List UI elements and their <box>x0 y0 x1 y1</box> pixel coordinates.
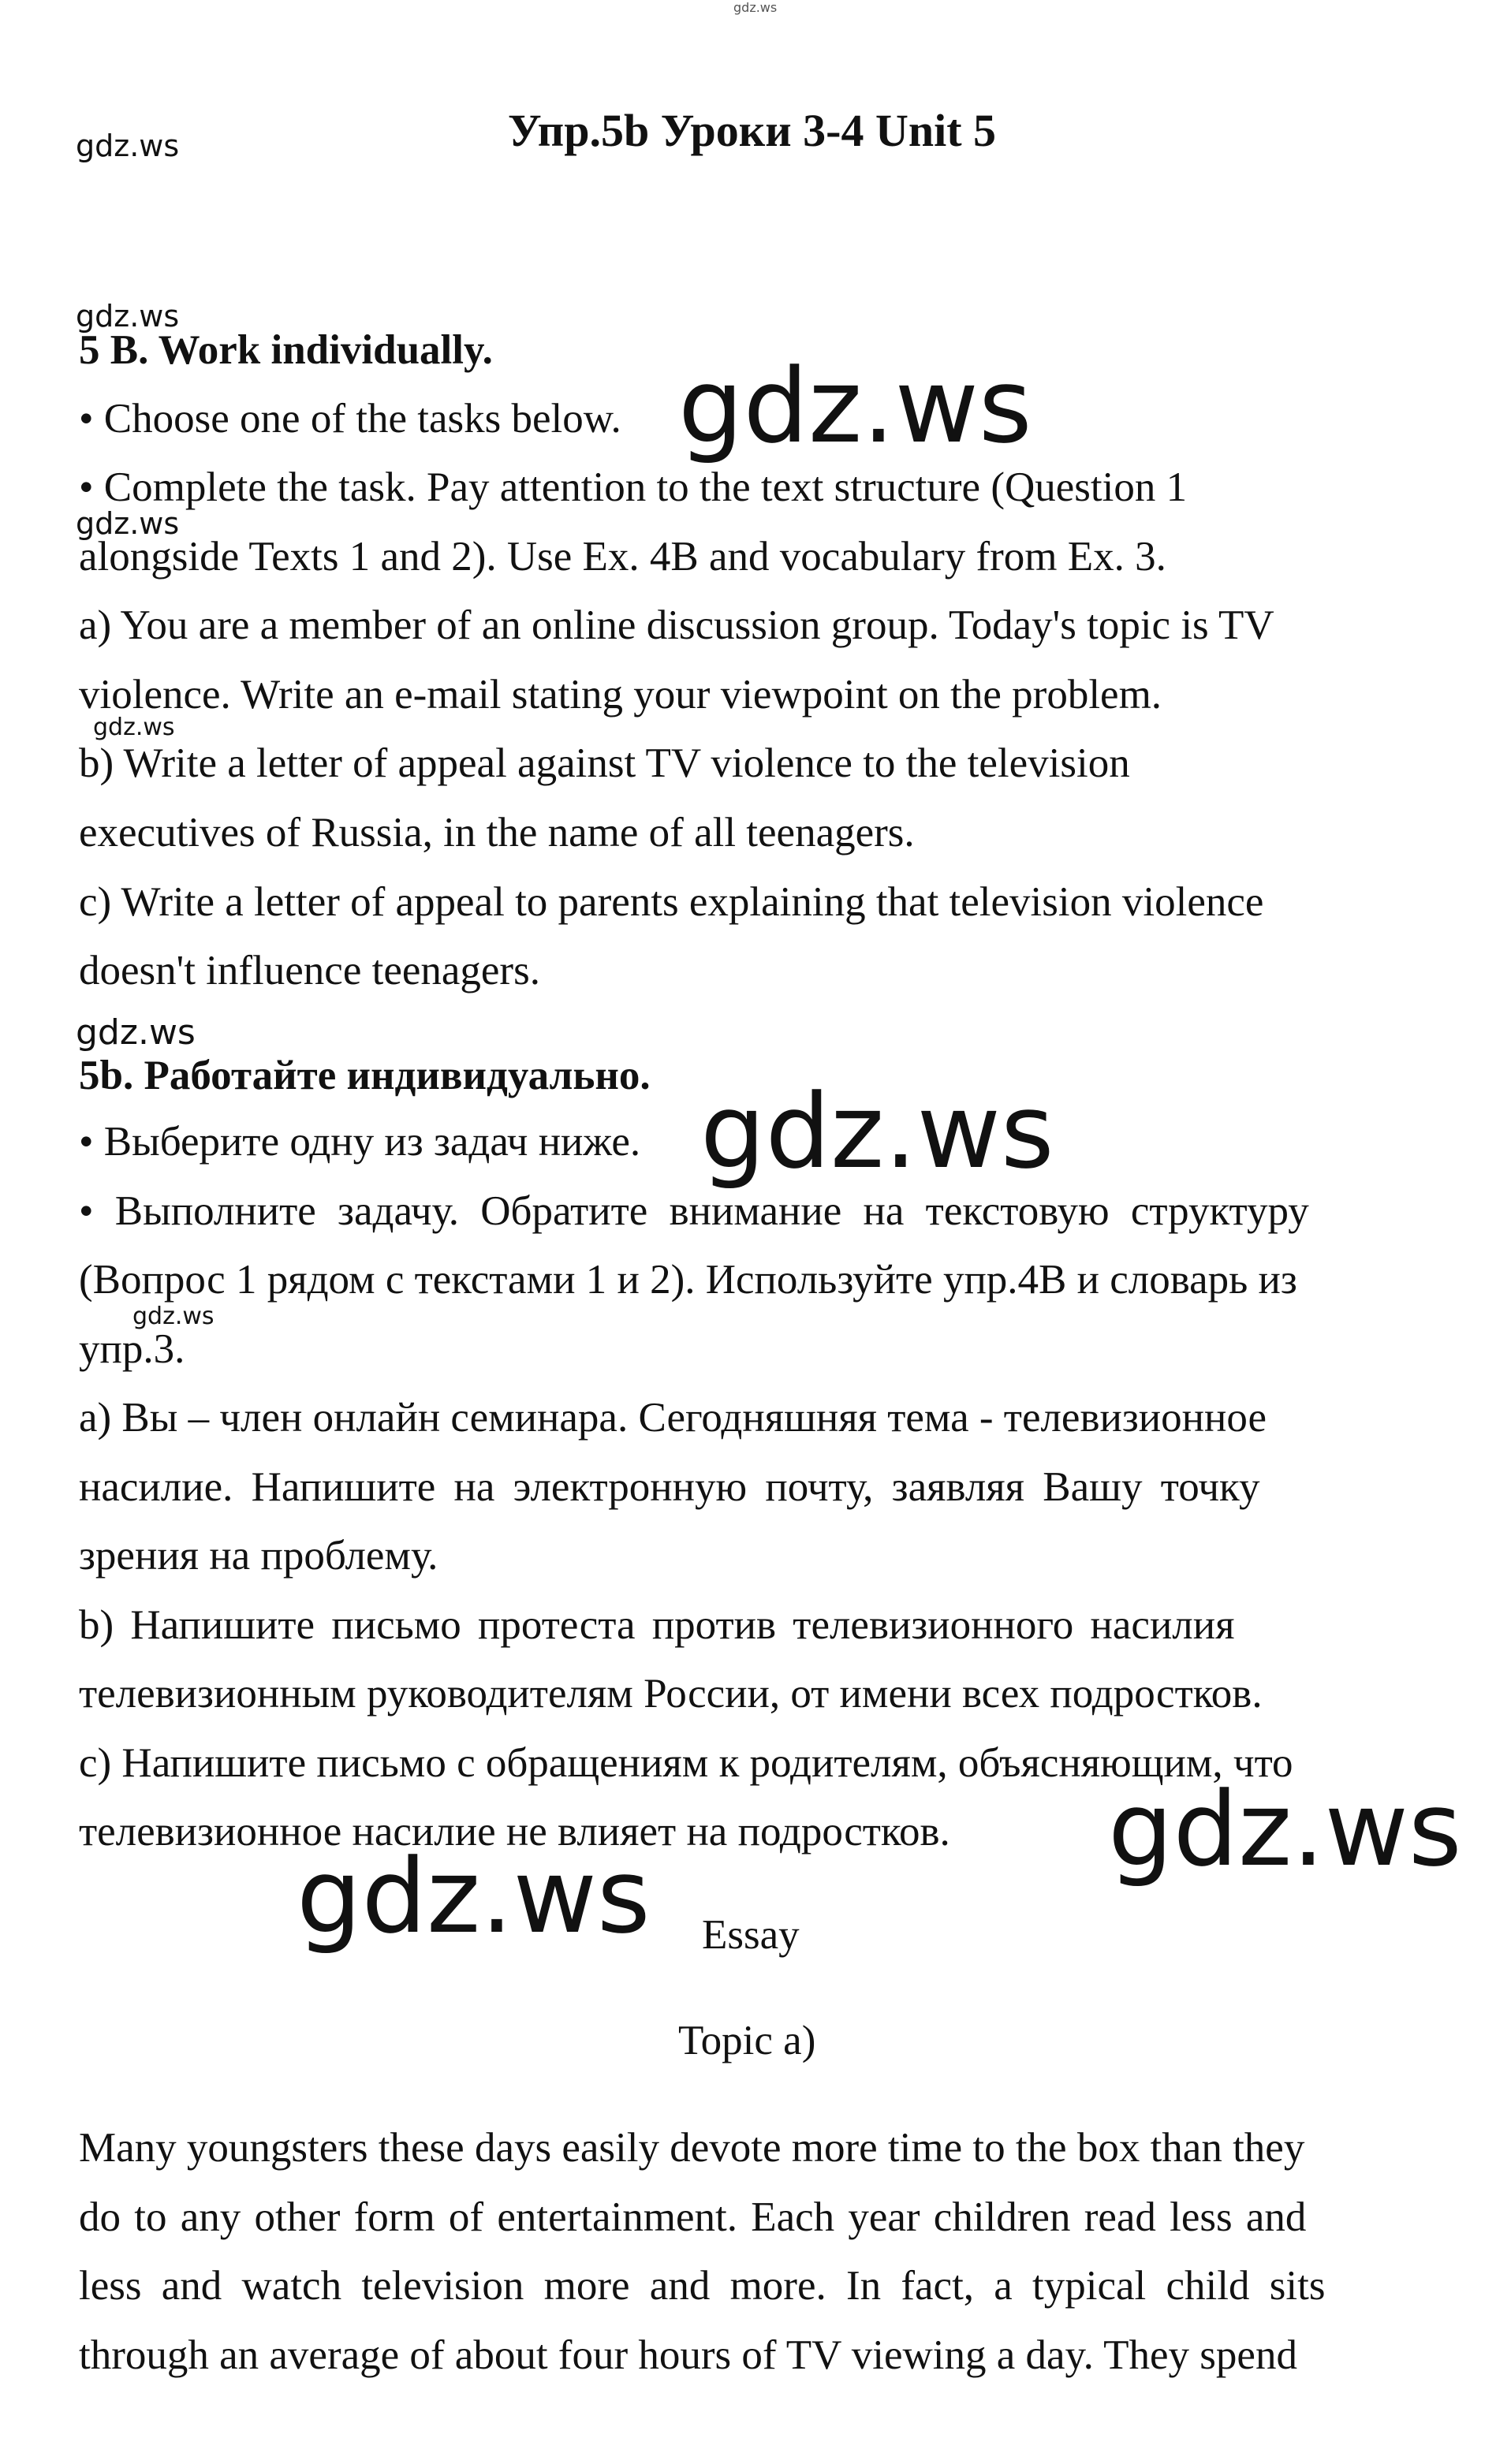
russian-line: зрения на проблему. <box>79 1533 438 1579</box>
essay-line: do to any other form of entertainment. Each year children read less and <box>79 2194 1307 2240</box>
russian-line: телевизионное насилие не влияет на подростков. <box>79 1809 950 1855</box>
english-line: c) Write a letter of appeal to parents explaining that television violence <box>79 879 1264 925</box>
watermark-small: gdz.ws <box>76 506 180 541</box>
watermark-small: gdz.ws <box>76 129 180 163</box>
watermark-large: gdz.ws <box>700 1072 1054 1191</box>
russian-heading: 5b. Работайте индивидуально. <box>79 1053 651 1098</box>
english-line: doesn't influence teenagers. <box>79 948 540 993</box>
watermark-large: gdz.ws <box>678 346 1032 466</box>
english-line: • Choose one of the tasks below. <box>79 396 621 442</box>
russian-line: • Выберите одну из задач ниже. <box>79 1119 641 1165</box>
essay-line: Many youngsters these days easily devote more time to the box than they <box>79 2125 1305 2171</box>
russian-line: a) Вы – член онлайн семинара. Сегодняшняя тема - телевизионное <box>79 1395 1267 1441</box>
english-heading: 5 B. Work individually. <box>79 327 493 373</box>
english-line: violence. Write an e-mail stating your viewpoint on the problem. <box>79 672 1162 718</box>
russian-line: • Выполните задачу. Обратите внимание на текстовую структуру <box>79 1188 1309 1234</box>
russian-line: упр.3. <box>79 1326 185 1372</box>
watermark-small: gdz.ws <box>76 299 180 334</box>
essay-label: Essay <box>702 1912 800 1958</box>
english-line: a) You are a member of an online discussion group. Today's topic is TV <box>79 602 1274 648</box>
english-line: alongside Texts 1 and 2). Use Ex. 4B and vocabulary from Ex. 3. <box>79 534 1166 580</box>
essay-line: through an average of about four hours of TV viewing a day. They spend <box>79 2332 1297 2378</box>
russian-line: c) Напишите письмо с обращениям к родителям, объясняющим, что <box>79 1740 1293 1786</box>
watermark-small: gdz.ws <box>76 1012 196 1053</box>
russian-line: b) Напишите письмо протеста против телевизионного насилия <box>79 1602 1235 1648</box>
russian-line: телевизионным руководителям России, от имени всех подростков. <box>79 1671 1263 1717</box>
essay-topic: Topic a) <box>678 2018 816 2063</box>
english-line: • Complete the task. Pay attention to the text structure (Question 1 <box>79 464 1188 510</box>
english-line: executives of Russia, in the name of all teenagers. <box>79 810 915 856</box>
russian-line: (Вопрос 1 рядом с текстами 1 и 2). Используйте упр.4B и словарь из <box>79 1257 1297 1303</box>
russian-line: насилие. Напишите на электронную почту, заявляя Вашу точку <box>79 1464 1260 1510</box>
watermark-tiny: gdz.ws <box>733 0 778 15</box>
english-line: b) Write a letter of appeal against TV violence to the television <box>79 740 1130 786</box>
watermark-small: gdz.ws <box>132 1303 215 1330</box>
page-title: Упр.5b Уроки 3-4 Unit 5 <box>508 105 997 156</box>
watermark-large: gdz.ws <box>297 1836 651 1956</box>
essay-line: less and watch television more and more. In fact, a typical child sits <box>79 2263 1326 2309</box>
watermark-small: gdz.ws <box>93 714 175 741</box>
watermark-large: gdz.ws <box>1108 1769 1462 1889</box>
